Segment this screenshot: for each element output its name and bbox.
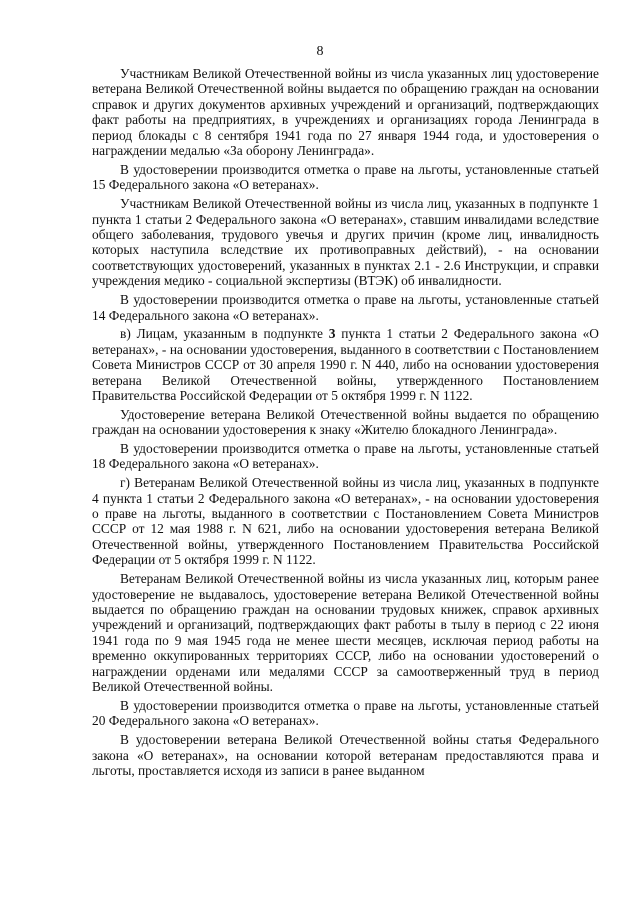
paragraph-6: Удостоверение ветерана Великой Отечественной войны выдается по обращению граждан на основании удостоверения к знаку «Жителю блокадного Ленинграда». (92, 406, 599, 438)
paragraph-7: В удостоверении производится отметка о праве на льготы, установленные статьей 18 Федерального закона «О ветеранах». (92, 441, 599, 472)
paragraph-3: Участникам Великой Отечественной войны из числа лиц, указанных в подпункте 1 пункта 1 статьи 2 Федерального закона «О ветеранах», ставшим инвалидами вследствие общего заболевания, трудового увечья и других причин (кроме лиц, инвалидность которых наступила вследствие их противоправных действий), - на основании соответствующих удостоверений, указанных в пунктах 2.1 - 2.6 Инструкции, и справки учреждения медико - социальной экспертизы (ВТЭК) об инвалидности. (92, 196, 599, 289)
paragraph-10: В удостоверении производится отметка о праве на льготы, установленные статьей 20 Федерального закона «О ветеранах». (92, 698, 599, 729)
paragraph-1: Участникам Великой Отечественной войны из числа указанных лиц удостоверение ветерана Великой Отечественной войны выдается по обращению граждан на основании справок и других документов архивных учреждений и организаций, подтверждающих факт работы на предприятиях, в учреждениях и организациях города Ленинграда в период блокады с 8 сентября 1941 года по 27 января 1944 года, и удостоверения о награждении медалью «За оборону Ленинграда». (92, 66, 599, 159)
paragraph-11: В удостоверении ветерана Великой Отечественной войны статья Федерального закона «О ветеранах», на основании которой ветеранам предоставляются права и льготы, проставляется исходя из записи в ранее выданном (92, 732, 599, 778)
paragraph-4: В удостоверении производится отметка о праве на льготы, установленные статьей 14 Федерального закона «О ветеранах». (92, 292, 599, 323)
paragraph-2: В удостоверении производится отметка о праве на льготы, установленные статьей 15 Федерального закона «О ветеранах». (92, 162, 599, 193)
document-body (92, 66, 599, 782)
paragraph-9: Ветеранам Великой Отечественной войны из числа указанных лиц, которым ранее удостоверение не выдавалось, удостоверение ветерана Великой Отечественной войны выдается по обращению граждан на основании трудовых книжек, справок архивных учреждений и организаций, подтверждающих факт работы в тылу в период с 22 июня 1941 года по 9 мая 1945 года не менее шести месяцев, исключая период работы на временно оккупированных территориях СССР, либо на основании удостоверений о награждении орденами или медалями СССР за самоотверженный труд в период Великой Отечественной войны. (92, 571, 599, 694)
paragraph-5: в) Лицам, указанным в подпункте 3 пункта 1 статьи 2 Федерального закона «О ветеранах», - на основании удостоверения, выданного в соответствии с Постановлением Совета Министров СССР от 30 апреля 1990 г. N 440, либо на основании удостоверения ветерана Великой Отечественной войны, утвержденного Постановлением Правительства Российской Федерации от 5 октября 1999 г. N 1122. (92, 326, 599, 403)
paragraph-8: г) Ветеранам Великой Отечественной войны из числа лиц, указанных в подпункте 4 пункта 1 статьи 2 Федерального закона «О ветеранах», - на основании удостоверения о праве на льготы, выданного в соответствии с Постановлением Совета Министров СССР от 12 мая 1988 г. N 621, либо на основании удостоверения ветерана Великой Отечественной войны, утвержденного Постановлением Правительства Российской Федерации от 5 октября 1999 г. N 1122. (92, 475, 599, 568)
page-number: 8 (316, 44, 324, 59)
